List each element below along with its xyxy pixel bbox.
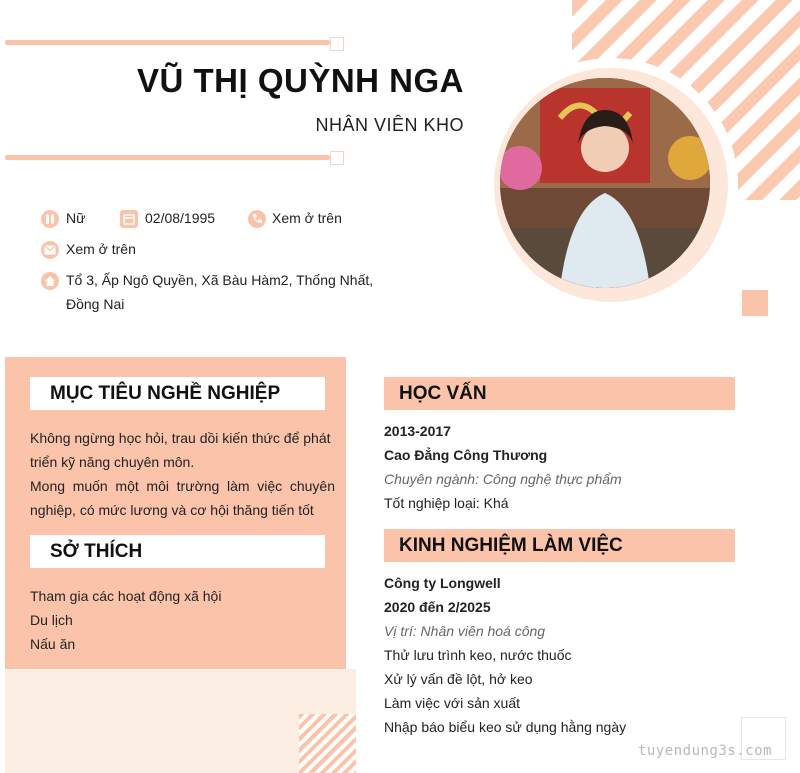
experience-period: 2020 đến 2/2025 xyxy=(384,599,491,615)
hobbies-heading: SỞ THÍCH xyxy=(30,535,325,568)
hobby-item: Nấu ăn xyxy=(30,636,76,652)
profile-photo xyxy=(500,78,710,288)
objective-line-4: nghiệp, có mức lương và cơ hội thăng tiến tốt xyxy=(30,502,314,518)
job-title: NHÂN VIÊN KHO xyxy=(315,115,464,135)
decor-square xyxy=(742,290,768,316)
objective-heading: MỤC TIÊU NGHỀ NGHIỆP xyxy=(30,377,325,410)
hobby-item: Du lịch xyxy=(30,612,73,628)
education-major: Chuyên ngành: Công nghệ thực phẩm xyxy=(384,471,622,487)
education-school: Cao Đẳng Công Thương xyxy=(384,447,548,463)
experience-position: Vị trí: Nhân viên hoá công xyxy=(384,623,546,639)
decor-stripes-bottom xyxy=(299,714,356,773)
experience-task: Nhập báo biểu keo sử dụng hằng ngày xyxy=(384,719,627,735)
objective-line-3: Mong muốn một môi trường làm việc chuyên xyxy=(30,478,335,494)
email-icon xyxy=(41,241,59,259)
calendar-icon xyxy=(120,210,138,228)
hobby-item: Tham gia các hoạt động xã hội xyxy=(30,588,222,604)
address-line-1: Tổ 3, Ấp Ngô Quyền, Xã Bàu Hàm2, Thống Nhất, xyxy=(66,272,374,288)
objective-line-1: Không ngừng học hỏi, trau dồi kiến thức để phát xyxy=(30,430,331,446)
experience-task: Xử lý vấn đề lột, hở keo xyxy=(384,671,533,687)
header-line-bottom-cap xyxy=(330,151,344,165)
address-line-2: Đồng Nai xyxy=(66,296,125,312)
education-period: 2013-2017 xyxy=(384,423,451,439)
experience-task: Làm việc với sản xuất xyxy=(384,695,521,711)
phone-value: Xem ở trên xyxy=(272,210,342,226)
watermark: tuyendung3s.com xyxy=(638,743,772,759)
header-line-top xyxy=(5,40,330,45)
dob-value: 02/08/1995 xyxy=(145,210,216,226)
email-value: Xem ở trên xyxy=(66,241,136,257)
education-grade: Tốt nghiệp loại: Khá xyxy=(384,495,509,511)
gender-value: Nữ xyxy=(66,210,86,226)
objective-line-2: triển kỹ năng chuyên môn. xyxy=(30,454,195,470)
education-heading: HỌC VẤN xyxy=(384,377,735,410)
profile-photo-art xyxy=(500,78,710,288)
candidate-name: VŨ THỊ QUỲNH NGA xyxy=(136,62,464,99)
gender-icon xyxy=(41,210,59,228)
experience-task: Thử lưu trình keo, nước thuốc xyxy=(384,647,572,663)
experience-company: Công ty Longwell xyxy=(384,575,501,591)
home-icon xyxy=(41,272,59,290)
phone-icon xyxy=(248,210,266,228)
experience-heading: KINH NGHIỆM LÀM VIỆC xyxy=(384,529,735,562)
header-line-bottom xyxy=(5,155,330,160)
header-line-top-cap xyxy=(330,37,344,51)
